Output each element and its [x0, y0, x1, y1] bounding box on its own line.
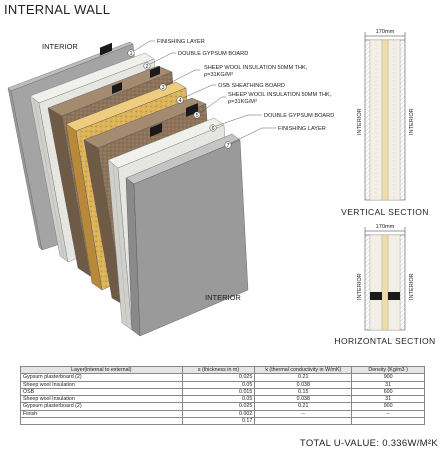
cell: 0.038 [255, 381, 352, 388]
osb-label: OSB SHEATHING BOARD [218, 83, 286, 89]
cell: 900 [352, 403, 425, 410]
cell: 0.21 [255, 403, 352, 410]
vertical-right-interior: INTERIOR [409, 108, 415, 135]
horizontal-right-interior: INTERIOR [409, 273, 415, 300]
svg-text:1: 1 [129, 51, 133, 57]
wool-label-top-2: ρ=31KG/M³ [204, 72, 233, 78]
vertical-section-caption: VERTICAL SECTION [341, 207, 429, 217]
cell: Finish [21, 410, 183, 417]
table-row [21, 396, 425, 403]
interior-label-top: INTERIOR [42, 42, 78, 51]
cell: Sheep wool Insulation [21, 381, 183, 388]
horizontal-section [334, 224, 435, 346]
wool-label-top-1: SHEEP WOOL INSULATION 50MM THK, [204, 65, 308, 71]
svg-text:6: 6 [211, 126, 215, 132]
header-density: Density (Kg/m3 ) [352, 367, 425, 374]
layer-table [20, 366, 425, 425]
interior-label-bottom: INTERIOR [205, 293, 241, 302]
total-u-value: TOTAL U-VALUE: 0.336W/M²K [299, 438, 438, 449]
wool-label-bot-1: SHEEP WOOL INSULATION 50MM THK, [228, 92, 332, 98]
cell: -- [352, 410, 425, 417]
vertical-left-interior: INTERIOR [357, 108, 363, 135]
cell: Sheep wool Insulation [21, 396, 183, 403]
table-row [21, 410, 425, 417]
table-header-row [21, 367, 425, 374]
vertical-dimension: 170mm [375, 29, 395, 35]
cell: 0.05 [182, 381, 255, 388]
cell: 0.15 [255, 388, 352, 395]
cell: Gypsum plasterboard (2) [21, 403, 183, 410]
cell: 0.025 [182, 403, 255, 410]
svg-text:7: 7 [226, 143, 230, 149]
cell: 600 [352, 388, 425, 395]
cell: 0.025 [182, 374, 255, 381]
cell: 0.002 [182, 410, 255, 417]
cell [21, 418, 183, 425]
cell: 31 [352, 381, 425, 388]
total-thickness: 0.17 [182, 418, 255, 425]
finishing-label-bot: FINISHING LAYER [278, 126, 326, 132]
svg-text:5: 5 [195, 113, 199, 119]
cell: OSB [21, 388, 183, 395]
cell: 0.21 [255, 374, 352, 381]
cell [255, 418, 352, 425]
cell: 0.015 [182, 388, 255, 395]
finishing-label-top: FINISHING LAYER [157, 39, 205, 45]
cell: 900 [352, 374, 425, 381]
header-conductivity: k (thermal conductivity in W/mK) [255, 367, 352, 374]
svg-text:3: 3 [161, 85, 165, 91]
vertical-section [341, 29, 429, 217]
wool-label-bot-2: ρ=31KG/M³ [228, 99, 257, 105]
table-total-row [21, 418, 425, 425]
svg-text:2: 2 [145, 64, 149, 70]
table-row [21, 403, 425, 410]
table-row [21, 388, 425, 395]
cell: -- [255, 410, 352, 417]
horizontal-left-interior: INTERIOR [357, 273, 363, 300]
page-title: INTERNAL WALL [4, 2, 111, 17]
horizontal-dimension: 170mm [375, 224, 395, 230]
table-row [21, 374, 425, 381]
cell: 0.038 [255, 396, 352, 403]
cell: Gypsum plasterboard (2) [21, 374, 183, 381]
cell [352, 418, 425, 425]
header-thickness: s (thickness in m) [182, 367, 255, 374]
table-row [21, 381, 425, 388]
header-layer: Layer(internal to external) [21, 367, 183, 374]
gypsum-label-bot: DOUBLE GYPSUM BOARD [264, 113, 335, 119]
gypsum-label-top: DOUBLE GYPSUM BOARD [178, 51, 249, 57]
horizontal-section-caption: HORIZONTAL SECTION [334, 336, 436, 346]
cell: 31 [352, 396, 425, 403]
cell: 0.05 [182, 396, 255, 403]
svg-text:4: 4 [178, 98, 182, 104]
